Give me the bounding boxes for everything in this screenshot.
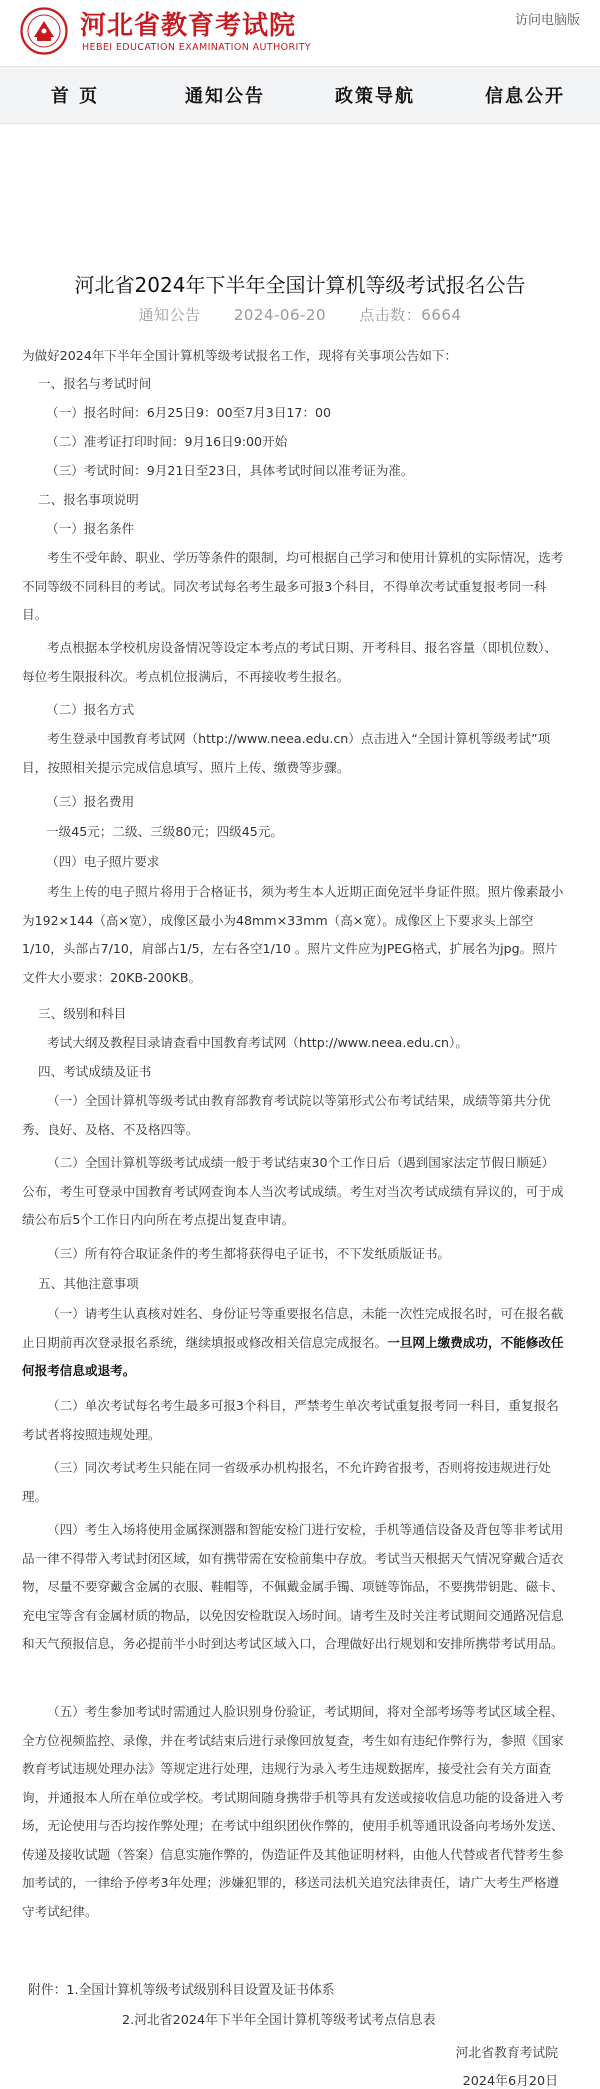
site-header (0, 0, 600, 66)
paragraph (22, 1300, 564, 1386)
section-heading: 一、报名与考试时间 (38, 376, 152, 391)
paragraph: 考生登录中国教育考试网（http://www.neea.edu.cn）点击进入“全国计算机等级考试”项目，按照相关提示完成信息填写、照片上传、缴费等步骤。 (22, 731, 551, 775)
list-item: （二）准考证打印时间：9月16日9:00开始 (46, 434, 288, 449)
nav-item-home[interactable]: 首 页 (50, 86, 100, 107)
site-subtitle: HEBEI EDUCATION EXAMINATION AUTHORITY (82, 42, 312, 53)
list-item: （三）考试时间：9月21日至23日，具体考试时间以准考证为准。 (46, 463, 414, 478)
article-title: 河北省2024年下半年全国计算机等级考试报名公告 (74, 273, 526, 297)
signature-date: 2024年6月20日 (462, 2074, 558, 2089)
sub-heading: （四）电子照片要求 (46, 854, 160, 869)
attachment-link[interactable]: 附件：1.全国计算机等级考试级别科目设置及证书体系 (28, 1983, 335, 1998)
nav-item-policy[interactable]: 政策导航 (335, 86, 415, 107)
paragraph: （三）同次考试考生只能在同一省级承办机构报名，不允许跨省报考，否则将按违规进行处理。 (22, 1460, 551, 1504)
signature-org: 河北省教育考试院 (455, 2046, 558, 2061)
section-heading: 五、其他注意事项 (38, 1276, 139, 1291)
sub-heading: （二）报名方式 (46, 702, 135, 717)
intro-text: 为做好2024年下半年全国计算机等级考试报名工作，现将有关事项公告如下： (22, 348, 458, 363)
article-date: 2024-06-20 (233, 306, 326, 324)
paragraph: （二）单次考试每名考生最多可报3个科目，严禁考生单次考试重复报考同一科目，重复报名考试者将按照违规处理。 (22, 1398, 559, 1442)
main-nav (0, 66, 600, 124)
paragraph: （三）所有符合取证条件的考生都将获得电子证书，不下发纸质版证书。 (47, 1246, 450, 1261)
paragraph: 考试大纲及教程目录请查看中国教育考试网（http://www.neea.edu.cn）。 (47, 1035, 468, 1050)
paragraph: （五）考生参加考试时需通过人脸识别身份验证，考试期间，将对全部考场等考试区域全程、全方位视频监控、录像，并在考试结束后进行录像回放复查，考生如有违纪作弊行为，参照《国家教育考试违规处理办法》等规定进行处理，违规行为录入考生违规数据库，接受社会有关方面查询，并通报本人所在单位或学校。考试期间随身携带手机等具有发送或接收信息功能的设备进入考场，无论使用与否均按作弊处理；在考试中组织团伙作弊的，使用手机等通讯设备向考场外发送、传递及接收试题（答案）信息实施作弊的，伪造证件及其他证明材料，由他人代替或者代替考生参加考试的，一律给予停考3年处理；涉嫌犯罪的，移送司法机关追究法律责任，请广大考生严格遵守考试纪律。 (22, 1704, 564, 1919)
article-clicks: 点击数：6664 (359, 306, 462, 324)
section-heading: 三、级别和科目 (38, 1006, 127, 1021)
site-title: 河北省教育考试院 (80, 11, 297, 41)
paragraph: （一）全国计算机等级考试由教育部教育考试院以等第形式公布考试结果，成绩等第共分优秀、良好、及格、不及格四等。 (22, 1093, 551, 1137)
article-meta (0, 304, 600, 325)
paragraph: 考点根据本学校机房设备情况等设定本考点的考试日期、开考科目、报名容量（即机位数）、每位考生限报科次。考点机位报满后，不再接收考生报名。 (22, 640, 558, 684)
sub-heading: （一）报名条件 (46, 521, 135, 536)
desktop-version-link[interactable]: 访问电脑版 (514, 13, 580, 28)
sub-heading: （三）报名费用 (46, 794, 135, 809)
article-category[interactable]: 通知公告 (138, 306, 201, 324)
list-item: （一）报名时间：6月25日9：00至7月3日17：00 (46, 405, 332, 420)
paragraph: 一级45元；二级、三级80元；四级45元。 (46, 824, 283, 839)
paragraph: 考生不受年龄、职业、学历等条件的限制，均可根据自己学习和使用计算机的实际情况，选考不同等级不同科目的考试。同次考试每名考生最多可报3个科目，不得单次考试重复报考同一科目。 (22, 550, 564, 622)
paragraph: （四）考生入场将使用金属探测器和智能安检门进行安检，手机等通信设备及背包等非考试用品一律不得带入考试封闭区域，如有携带需在安检前集中存放。考试当天根据天气情况穿戴合适衣物，尽量不要穿戴含金属的衣服、鞋帽等，不佩戴金属手镯、项链等饰品，不要携带钥匙、磁卡、充电宝等含有金属材质的物品，以免因安检耽误入场时间。请考生及时关注考试期间交通路况信息和天气预报信息，务必提前半小时到达考试区域入口，合理做好出行规划和安排所携带考试用品。 (22, 1522, 564, 1651)
section-heading: 四、考试成绩及证书 (38, 1064, 152, 1079)
attachment-link[interactable]: 2.河北省2024年下半年全国计算机等级考试考点信息表 (122, 2013, 436, 2028)
note-text: （一）请考生认真核对姓名、身份证号等重要报名信息，未能一次性完成报名时，可在报名截止日期前再次登录报名系统，继续填报或修改相关信息完成报名。 (22, 1306, 564, 1350)
paragraph: 考生上传的电子照片将用于合格证书，须为考生本人近期正面免冠半身证件照。照片像素最小为192×144（高×宽），成像区最小为48mm×33mm（高×宽）。成像区上下要求头上部空1/10，头部占7/10，肩部占1/5，左右各空1/10 。照片文件应为JPEG格式，扩展名为jpg。照片文件大小要求：20KB-200KB。 (22, 884, 564, 985)
paragraph: （二）全国计算机等级考试成绩一般于考试结束30个工作日后（遇到国家法定节假日顺延）公布，考生可登录中国教育考试网查询本人当次考试成绩。考生对当次考试成绩有异议的，可于成绩公布后5个工作日内向所在考点提出复查申请。 (22, 1155, 564, 1227)
nav-item-notices[interactable]: 通知公告 (185, 86, 265, 107)
nav-item-info-disclosure[interactable]: 信息公开 (485, 86, 565, 107)
authority-seal-logo[interactable] (20, 7, 68, 55)
note-emphasis: 一旦网上缴费成功，不能修改任何报考信息或退考。 (22, 1334, 564, 1378)
section-heading: 二、报名事项说明 (38, 492, 139, 507)
